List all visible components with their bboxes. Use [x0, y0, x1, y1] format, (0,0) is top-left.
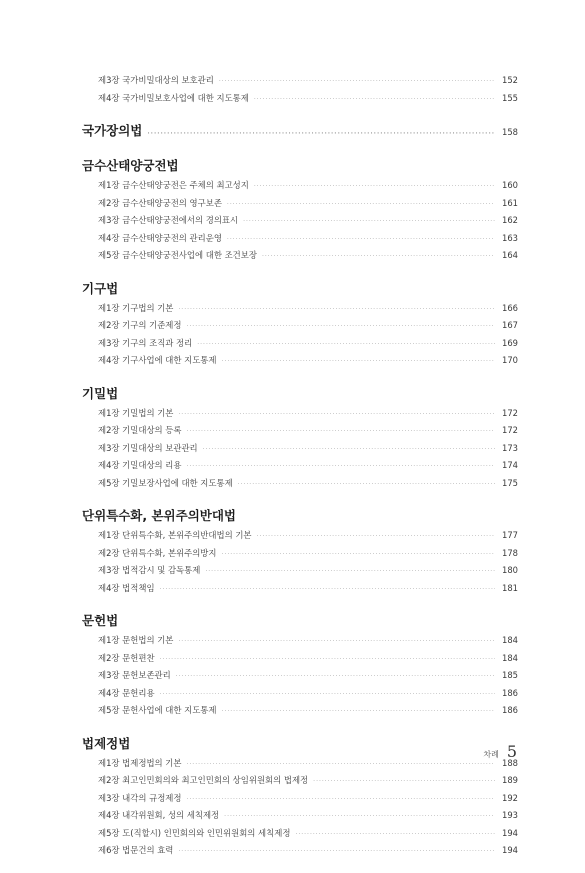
table-of-contents [82, 72, 518, 873]
entry-title: 제5장 금수산태양궁전사업에 대한 조건보장 [98, 250, 257, 260]
toc-entry [82, 667, 518, 685]
dot-leader [219, 73, 495, 91]
dot-leader [178, 301, 495, 319]
dot-leader [186, 423, 495, 441]
dot-leader [262, 248, 495, 266]
section-title: 기구법 [82, 280, 119, 296]
toc-entry [82, 177, 518, 195]
entry-page-number: 162 [502, 215, 518, 225]
section-title: 기밀법 [82, 385, 119, 401]
footer-label: 차례 [483, 750, 499, 759]
section-heading [82, 733, 518, 755]
toc-entry [82, 632, 518, 650]
entry-page-number: 163 [502, 232, 518, 243]
dot-leader [147, 123, 495, 145]
toc-entry [82, 527, 518, 545]
page-number: 5 [506, 742, 517, 761]
dot-leader [197, 336, 495, 354]
dot-leader [238, 476, 495, 494]
dot-leader [222, 703, 496, 721]
entry-title: 제3장 내각의 규정제정 [98, 792, 182, 803]
dot-leader [160, 651, 495, 669]
entry-page-number: 161 [502, 197, 518, 208]
section-heading [82, 120, 518, 142]
toc-entry [82, 457, 518, 475]
entry-page-number: 160 [502, 180, 518, 190]
entry-page-number: 193 [502, 810, 518, 820]
toc-entry [82, 90, 518, 108]
entry-title: 제4장 국가비밀보호사업에 대한 지도통제 [98, 92, 249, 103]
entry-page-number: 169 [502, 337, 518, 348]
toc-section [82, 155, 518, 265]
entry-title: 제5장 도(직할시) 인민회의와 인민위원회의 세칙제정 [98, 827, 291, 838]
toc-entry [82, 72, 518, 90]
entry-title: 제4장 금수산태양궁전의 관리운영 [98, 232, 222, 243]
dot-leader [222, 546, 496, 564]
dot-leader [186, 318, 495, 336]
entry-title: 제3장 기밀대상의 보관관리 [98, 442, 198, 453]
toc-entry [82, 790, 518, 808]
section-title: 국가장의법 [82, 123, 143, 138]
dot-leader [178, 843, 495, 861]
entry-title: 제2장 단위특수화, 본위주의방지 [98, 547, 217, 558]
section-heading [82, 155, 518, 177]
entry-page-number: 186 [502, 687, 518, 698]
dot-leader [227, 196, 495, 214]
dot-leader [295, 826, 495, 844]
toc-entry [82, 440, 518, 458]
entry-title: 제4장 내각위원회, 성의 세칙제정 [98, 810, 220, 820]
dot-leader [222, 353, 496, 371]
entry-page-number: 167 [502, 320, 518, 330]
entry-title: 제3장 국가비밀대상의 보호관리 [98, 75, 214, 85]
toc-section [82, 733, 518, 860]
toc-section [82, 383, 518, 493]
toc-entry [82, 755, 518, 773]
entry-title: 제2장 금수산태양궁전의 영구보존 [98, 197, 222, 208]
entry-title: 제2장 문헌편찬 [98, 652, 155, 663]
dot-leader [205, 563, 495, 581]
entry-page-number: 173 [502, 442, 518, 453]
toc-section [82, 278, 518, 370]
entry-page-number: 194 [502, 827, 518, 838]
entry-title: 제4장 기구사업에 대한 지도통제 [98, 355, 217, 365]
entry-title: 제3장 금수산태양궁전에서의 경의표시 [98, 215, 239, 225]
dot-leader [186, 458, 495, 476]
section-page-number: 158 [502, 127, 518, 137]
toc-entry [82, 405, 518, 423]
toc-entry [82, 842, 518, 860]
entry-page-number: 172 [502, 425, 518, 435]
entry-title: 제5장 문헌사업에 대한 지도통제 [98, 705, 217, 715]
section-heading [82, 383, 518, 405]
dot-leader [186, 791, 495, 809]
toc-entry [82, 352, 518, 370]
toc-section [82, 610, 518, 720]
entry-title: 제1장 법제정법의 기본 [98, 757, 182, 768]
entry-page-number: 170 [502, 355, 518, 365]
dot-leader [160, 581, 495, 599]
toc-entry [82, 650, 518, 668]
toc-entry [82, 195, 518, 213]
entry-title: 제4장 문헌리용 [98, 687, 155, 698]
entry-title: 제2장 기구의 기준제정 [98, 320, 182, 330]
entry-page-number: 185 [502, 670, 518, 680]
entry-title: 제3장 기구의 조직과 정리 [98, 337, 193, 348]
entry-title: 제1장 문헌법의 기본 [98, 635, 174, 645]
toc-section [82, 505, 518, 597]
toc-entry [82, 212, 518, 230]
section-title: 금수산태양궁전법 [82, 158, 179, 173]
dot-leader [254, 178, 495, 196]
entry-page-number: 194 [502, 845, 518, 855]
entry-page-number: 188 [502, 757, 518, 768]
entry-page-number: 155 [502, 92, 518, 103]
dot-leader [257, 528, 495, 546]
section-title: 법제정법 [82, 735, 131, 751]
entry-title: 제2장 기밀대상의 등록 [98, 425, 182, 435]
toc-section [82, 120, 518, 142]
toc-entry [82, 475, 518, 493]
dot-leader [224, 808, 495, 826]
entry-title: 제1장 단위특수화, 본위주의반대법의 기본 [98, 530, 252, 540]
toc-entry [82, 247, 518, 265]
toc-entry [82, 422, 518, 440]
toc-entry [82, 702, 518, 720]
entry-page-number: 175 [502, 477, 518, 488]
entry-page-number: 181 [502, 582, 518, 593]
entry-title: 제5장 기밀보장사업에 대한 지도통제 [98, 477, 233, 488]
toc-entry [82, 807, 518, 825]
entry-title: 제1장 금수산태양궁전은 주체의 최고성지 [98, 180, 249, 190]
entry-page-number: 172 [502, 407, 518, 418]
toc-entry [82, 772, 518, 790]
toc-entry [82, 300, 518, 318]
page-footer [483, 742, 517, 761]
dot-leader [178, 406, 495, 424]
dot-leader [160, 686, 495, 704]
entry-page-number: 152 [502, 75, 518, 85]
dot-leader [227, 231, 495, 249]
dot-leader [186, 756, 495, 774]
section-title: 단위특수화, 본위주의반대법 [82, 508, 237, 523]
entry-page-number: 189 [502, 775, 518, 785]
toc-entry [82, 317, 518, 335]
toc-entry [82, 230, 518, 248]
entry-title: 제3장 문헌보존관리 [98, 670, 171, 680]
entry-page-number: 166 [502, 302, 518, 313]
section-title: 문헌법 [82, 613, 119, 628]
entry-page-number: 184 [502, 652, 518, 663]
dot-leader [178, 633, 495, 651]
entry-page-number: 178 [502, 547, 518, 558]
entry-title: 제4장 기밀대상의 리용 [98, 460, 182, 470]
toc-entry [82, 825, 518, 843]
entry-page-number: 164 [502, 250, 518, 260]
entry-title: 제2장 최고인민회의와 최고인민회의 상임위원회의 법제정 [98, 775, 309, 785]
entry-title: 제1장 기구법의 기본 [98, 302, 174, 313]
dot-leader [313, 773, 495, 791]
dot-leader [243, 213, 495, 231]
entry-page-number: 184 [502, 635, 518, 645]
section-heading [82, 610, 518, 632]
entry-title: 제6장 법문건의 효력 [98, 845, 174, 855]
entry-page-number: 180 [502, 565, 518, 575]
toc-entry [82, 335, 518, 353]
entry-page-number: 186 [502, 705, 518, 715]
entry-page-number: 177 [502, 530, 518, 540]
dot-leader [203, 441, 495, 459]
toc-entry [82, 580, 518, 598]
dot-leader [254, 91, 495, 109]
section-heading [82, 505, 518, 527]
toc-entry [82, 562, 518, 580]
dot-leader [176, 668, 495, 686]
entry-title: 제4장 법적책임 [98, 582, 155, 593]
entry-page-number: 174 [502, 460, 518, 470]
entry-page-number: 192 [502, 792, 518, 803]
entry-title: 제3장 법적감시 및 감독통제 [98, 565, 201, 575]
section-heading [82, 278, 518, 300]
entry-title: 제1장 기밀법의 기본 [98, 407, 174, 418]
toc-entry [82, 685, 518, 703]
toc-entry [82, 545, 518, 563]
toc-section [82, 72, 518, 107]
